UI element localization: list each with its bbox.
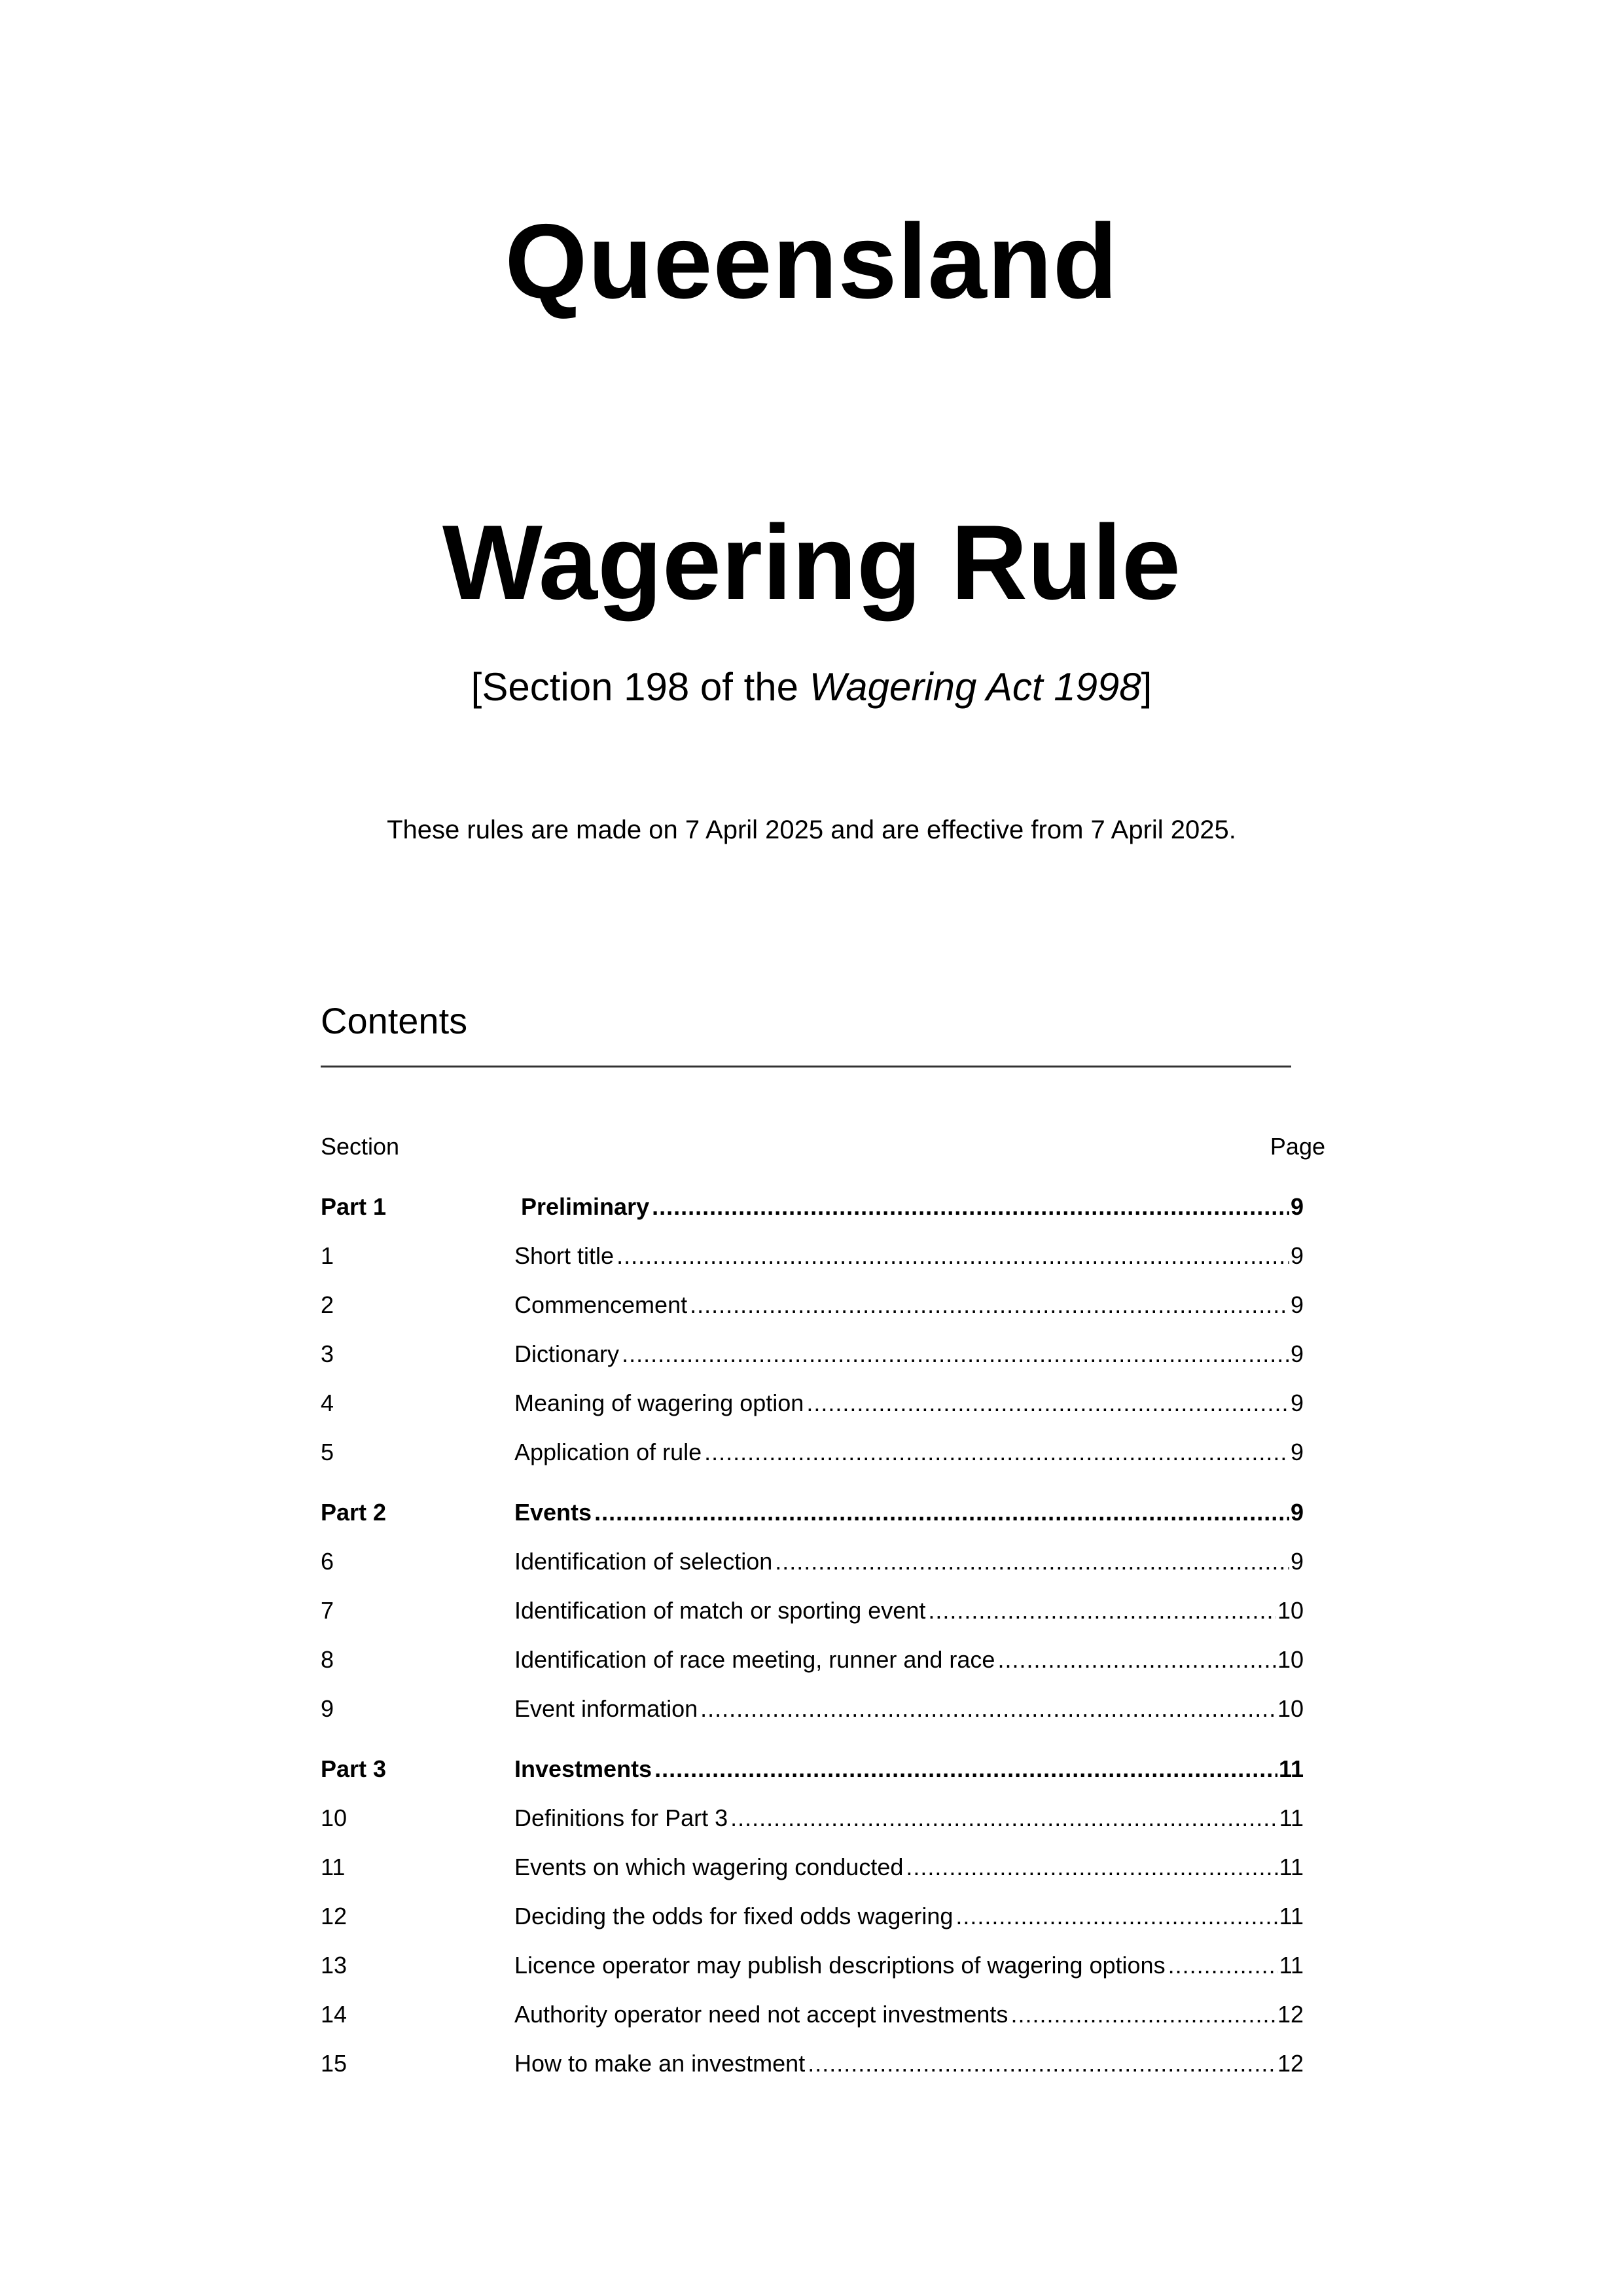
toc-section-title[interactable]: Commencement — [514, 1291, 688, 1318]
contents-heading: Contents — [321, 1000, 468, 1041]
toc-entry-line — [514, 1437, 1304, 1468]
toc-page-number[interactable]: 11 — [1279, 1952, 1304, 1979]
toc-header-section: Section — [321, 1133, 400, 1160]
toc-part-number: Part 1 — [321, 1193, 387, 1220]
toc-section-number: 5 — [321, 1439, 334, 1465]
toc-page-number[interactable]: 9 — [1290, 1193, 1304, 1220]
authorising-provision-suffix: ] — [1141, 665, 1152, 709]
toc-entry-line — [514, 2048, 1304, 2079]
toc-section-entry[interactable] — [321, 1901, 1304, 1950]
effective-statement: These rules are made on 7 April 2025 and are effective from 7 April 2025. — [387, 816, 1236, 844]
toc-dot-leader — [1010, 1999, 1276, 2030]
toc-entry-line — [514, 1595, 1304, 1626]
authorising-provision — [0, 661, 1623, 713]
act-name: Wagering Act 1998 — [809, 665, 1141, 709]
toc-dot-leader — [616, 1240, 1289, 1272]
toc-section-number: 8 — [321, 1646, 334, 1673]
toc-section-number: 1 — [321, 1242, 334, 1269]
toc-dot-leader — [690, 1289, 1289, 1321]
toc-part-entry[interactable] — [321, 1753, 1304, 1803]
toc-entry-line — [514, 1901, 1304, 1932]
toc-page-number[interactable]: 11 — [1278, 1755, 1304, 1782]
toc-page-number[interactable]: 9 — [1290, 1340, 1304, 1367]
toc-section-title[interactable]: Application of rule — [514, 1439, 702, 1465]
toc-part-title[interactable]: Investments — [514, 1755, 652, 1782]
toc-entry-line — [514, 1852, 1304, 1883]
table-of-contents — [321, 1191, 1304, 2097]
toc-entry-line — [514, 1388, 1304, 1419]
toc-page-number[interactable]: 12 — [1277, 2050, 1304, 2077]
toc-page-number[interactable]: 9 — [1290, 1390, 1304, 1416]
toc-section-entry[interactable] — [321, 2048, 1304, 2097]
toc-section-entry[interactable] — [321, 1950, 1304, 1999]
toc-section-title[interactable]: Definitions for Part 3 — [514, 1804, 728, 1831]
toc-section-number: 12 — [321, 1903, 348, 1929]
toc-section-entry[interactable] — [321, 1388, 1304, 1437]
toc-section-entry[interactable] — [321, 1289, 1304, 1338]
toc-header-page: Page — [1270, 1133, 1325, 1160]
toc-part-number: Part 2 — [321, 1499, 387, 1526]
toc-section-entry[interactable] — [321, 1338, 1304, 1388]
toc-dot-leader — [928, 1595, 1276, 1626]
toc-section-title[interactable]: Licence operator may publish descriptions of wagering options — [514, 1952, 1166, 1979]
toc-section-title[interactable]: Identification of selection — [514, 1548, 773, 1575]
toc-dot-leader — [704, 1437, 1289, 1468]
toc-section-title[interactable]: Authority operator need not accept investments — [514, 2001, 1008, 2028]
toc-section-number: 14 — [321, 2001, 348, 2028]
toc-section-number: 13 — [321, 1952, 348, 1979]
toc-section-number: 10 — [321, 1804, 348, 1831]
toc-page-number[interactable]: 9 — [1290, 1291, 1304, 1318]
toc-section-number: 15 — [321, 2050, 348, 2077]
toc-part-entry[interactable] — [321, 1497, 1304, 1546]
toc-dot-leader — [622, 1338, 1289, 1370]
toc-section-number: 11 — [321, 1854, 346, 1880]
toc-section-title[interactable]: How to make an investment — [514, 2050, 806, 2077]
toc-entry-line — [514, 1803, 1304, 1834]
toc-section-title[interactable]: Event information — [514, 1695, 698, 1722]
toc-page-number[interactable]: 10 — [1277, 1597, 1304, 1624]
toc-section-number: 7 — [321, 1597, 334, 1624]
toc-page-number[interactable]: 9 — [1290, 1439, 1304, 1465]
toc-section-entry[interactable] — [321, 1437, 1304, 1486]
toc-dot-leader — [652, 1191, 1289, 1223]
toc-section-number: 3 — [321, 1340, 334, 1367]
authorising-provision-prefix: [Section 198 of the — [471, 665, 810, 709]
toc-dot-leader — [955, 1901, 1277, 1932]
toc-entry-line — [514, 1644, 1304, 1676]
toc-section-title[interactable]: Short title — [514, 1242, 615, 1269]
toc-dot-leader — [997, 1644, 1276, 1676]
toc-section-entry[interactable] — [321, 1595, 1304, 1644]
toc-section-title[interactable]: Dictionary — [514, 1340, 620, 1367]
toc-dot-leader — [808, 2048, 1276, 2079]
toc-page-number[interactable]: 9 — [1290, 1242, 1304, 1269]
toc-section-title[interactable]: Identification of race meeting, runner and race — [514, 1646, 995, 1673]
toc-dot-leader — [775, 1546, 1289, 1577]
toc-page-number[interactable]: 10 — [1277, 1695, 1304, 1722]
jurisdiction-title: Queensland — [505, 202, 1118, 321]
toc-entry-line — [514, 1289, 1304, 1321]
toc-section-title[interactable]: Deciding the odds for fixed odds wagering — [514, 1903, 954, 1929]
contents-divider — [321, 1066, 1291, 1067]
toc-page-number[interactable]: 11 — [1279, 1903, 1304, 1929]
toc-entry-line — [514, 1546, 1304, 1577]
toc-section-entry[interactable] — [321, 1644, 1304, 1693]
toc-part-entry[interactable] — [321, 1191, 1304, 1240]
toc-section-entry[interactable] — [321, 1999, 1304, 2048]
toc-entry-line — [514, 1338, 1304, 1370]
toc-dot-leader — [1168, 1950, 1278, 1981]
toc-entry-line — [514, 1753, 1304, 1785]
toc-dot-leader — [654, 1753, 1277, 1785]
toc-page-number[interactable]: 11 — [1279, 1854, 1304, 1880]
toc-section-entry[interactable] — [321, 1240, 1304, 1289]
toc-part-number: Part 3 — [321, 1755, 387, 1782]
toc-section-entry[interactable] — [321, 1693, 1304, 1742]
toc-section-title[interactable]: Meaning of wagering option — [514, 1390, 804, 1416]
toc-entry-line — [514, 1693, 1304, 1725]
toc-page-number[interactable]: 12 — [1277, 2001, 1304, 2028]
toc-part-title[interactable]: Events — [514, 1499, 592, 1526]
toc-entry-line — [514, 1240, 1304, 1272]
toc-section-number: 4 — [321, 1390, 334, 1416]
toc-entry-line — [514, 1950, 1304, 1981]
toc-dot-leader — [906, 1852, 1277, 1883]
toc-entry-line — [521, 1191, 1304, 1223]
toc-dot-leader — [806, 1388, 1289, 1419]
toc-page-number[interactable]: 9 — [1290, 1499, 1304, 1526]
toc-page-number[interactable]: 10 — [1277, 1646, 1304, 1673]
toc-page-number[interactable]: 9 — [1290, 1548, 1304, 1575]
toc-section-entry[interactable] — [321, 1852, 1304, 1901]
toc-page-number[interactable]: 11 — [1279, 1804, 1304, 1831]
toc-section-entry[interactable] — [321, 1546, 1304, 1595]
toc-dot-leader — [594, 1497, 1289, 1528]
toc-entry-line — [514, 1497, 1304, 1528]
toc-section-number: 6 — [321, 1548, 334, 1575]
toc-section-entry[interactable] — [321, 1803, 1304, 1852]
toc-dot-leader — [700, 1693, 1276, 1725]
toc-section-number: 9 — [321, 1695, 334, 1722]
toc-section-title[interactable]: Events on which wagering conducted — [514, 1854, 904, 1880]
toc-entry-line — [514, 1999, 1304, 2030]
toc-section-title[interactable]: Identification of match or sporting event — [514, 1597, 926, 1624]
document-title: Wagering Rule — [442, 503, 1181, 622]
toc-dot-leader — [730, 1803, 1277, 1834]
toc-section-number: 2 — [321, 1291, 334, 1318]
toc-part-title[interactable]: Preliminary — [521, 1193, 650, 1220]
